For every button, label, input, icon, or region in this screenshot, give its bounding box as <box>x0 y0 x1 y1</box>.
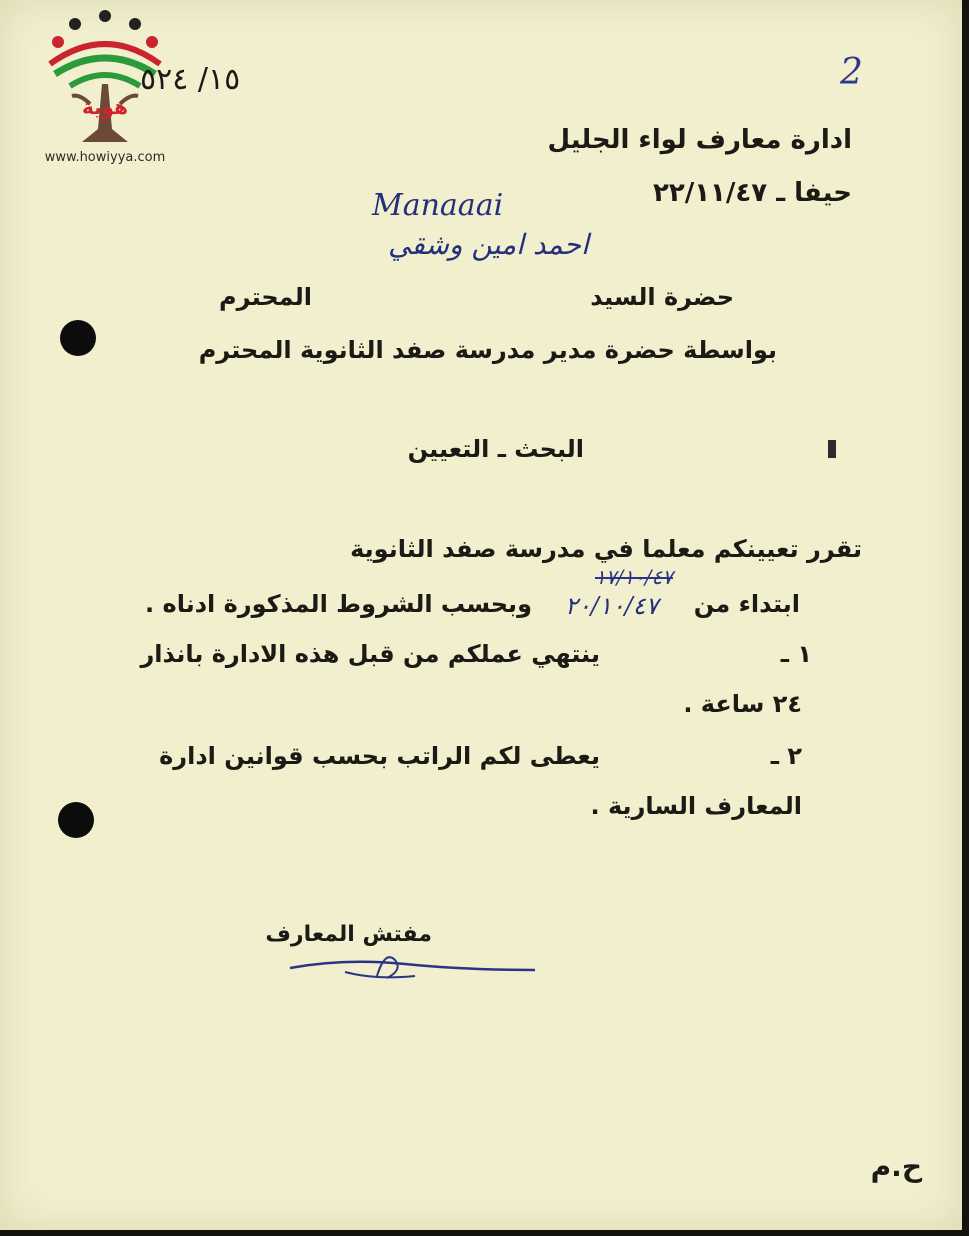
struck-date: ١٧/١٠/٤٧ <box>595 565 673 589</box>
via-line: بواسطة حضرة مدير مدرسة صفد الثانوية المحترم <box>198 336 777 364</box>
body-line-1: تقرر تعيينكم معلما في مدرسة صفد الثانوية <box>350 535 862 563</box>
page-number-mark: 2 <box>840 52 863 93</box>
department-name: ادارة معارف لواء الجليل <box>547 125 852 155</box>
footer-mark: ح.م <box>870 1150 922 1183</box>
svg-text:هوية: هوية <box>81 95 129 119</box>
handwritten-scribble: Manaaai <box>372 188 504 223</box>
item-2-number: ٢ ـ <box>770 742 802 770</box>
punch-hole-bottom <box>58 802 94 838</box>
reference-number: ١٥/ ٥٢٤ <box>140 62 241 97</box>
handwritten-date: ٢٠/١٠/٤٧ <box>565 592 659 620</box>
item-2-continuation: المعارف السارية . <box>590 792 802 820</box>
signature-title: مفتش المعارف <box>265 922 432 947</box>
body-line-2-prefix: ابتداء من <box>693 590 800 618</box>
ink-mark <box>828 440 836 458</box>
body-line-2-suffix: وبحسب الشروط المذكورة ادناه . <box>145 590 532 618</box>
subject-line: البحث ـ التعيين <box>407 435 584 463</box>
punch-hole-top <box>60 320 96 356</box>
item-1-continuation: ٢٤ ساعة . <box>683 690 802 718</box>
item-1-text: ينتهي عملكم من قبل هذه الادارة بانذار <box>140 640 600 668</box>
watermark-url: www.howiyya.com <box>44 150 166 165</box>
signature-stroke <box>285 940 545 990</box>
salutation-sir: حضرة السيد <box>590 283 734 311</box>
recipient-name-handwritten: احمد امين وشقي <box>388 228 589 261</box>
item-1-number: ١ ـ <box>780 640 812 668</box>
place-date: حيفا ـ ٢٢/١١/٤٧ <box>652 178 852 208</box>
salutation-respected: المحترم <box>219 283 312 311</box>
item-2-text: يعطى لكم الراتب بحسب قوانين ادارة <box>159 742 600 770</box>
